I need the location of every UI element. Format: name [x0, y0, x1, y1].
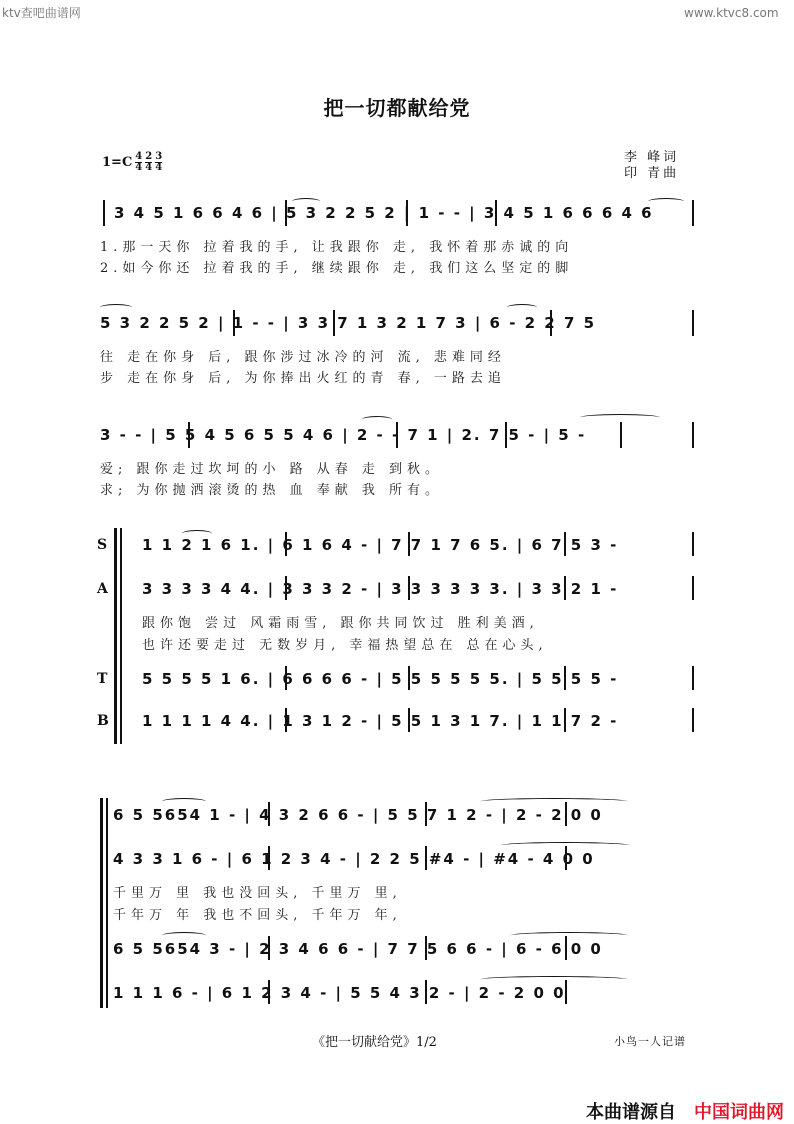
notes-line: 1 1 1 6 - | 6 1 2 3 4 - | 5 5 4 3 2 - | 2 - 2 0 0	[113, 984, 566, 1002]
time-signature: $\frac{4}{4}$	[135, 151, 143, 173]
part-label: S	[97, 537, 108, 553]
watermark-left: ktv查吧曲谱网	[2, 6, 81, 20]
lyrics-verse-2: 2.如今你还 拉着我的手, 继续跟你 走, 我们这么坚定的脚	[100, 261, 574, 276]
part-label: T	[97, 671, 108, 687]
notes-line: 1 1 1 1 4 4. | 1 3 1 2 - | 5 5 1 3 1 7. | 1 1 7 2 -	[142, 712, 619, 730]
notes-line: 3 4 5 1 6 6 4 6 | 5 3 2 2 5 2 | 1 - - | 3 4 5 1 6 6 6 4 6	[114, 204, 654, 222]
time-signature: $\frac{3}{4}$	[155, 151, 163, 173]
notes-line: 1 1 2 1 6 1. | 6 1 6 4 - | 7 7 1 7 6 5. | 6 7 5 3 -	[142, 536, 619, 554]
lyrics-verse-2: 千年万 年 我也不回头, 千年万 年,	[113, 908, 402, 923]
notes-line: 3 3 3 3 4 4. | 3 3 3 2 - | 3 3 3 3 3 3. | 3 3 2 1 -	[142, 580, 619, 598]
watermark-right: www.ktvc8.com	[684, 6, 779, 20]
lyrics-verse-1: 爱; 跟你走过坎坷的小 路 从春 走 到秋。	[100, 462, 444, 477]
lyricist-credit: 李 峰词	[624, 150, 680, 165]
key-label: 1=C	[102, 155, 133, 170]
notes-line: 6 5 5654 1 - | 4 3 2 6 6 - | 5 5 7 1 2 - | 2 - 2 0 0	[113, 806, 603, 824]
transcriber-credit: 小鸟一人记谱	[614, 1035, 686, 1048]
lyrics-verse-1: 1.那一天你 拉着我的手, 让我跟你 走, 我怀着那赤诚的向	[100, 240, 574, 255]
lyrics-verse-2: 也许还要走过 无数岁月, 幸福热望总在 总在心头,	[142, 638, 548, 653]
lyrics-verse-1: 往 走在你身 后, 跟你涉过冰冷的河 流, 悲难同经	[100, 350, 506, 365]
time-signature: $\frac{2}{4}$	[145, 151, 153, 173]
notes-line: 3 - - | 5 5 4 5 6 5 5 4 6 | 2 - - 7 1 | 2. 7 5 - | 5 -	[100, 426, 587, 444]
source-site-link[interactable]: 中国词曲网	[694, 1102, 784, 1123]
part-label: B	[97, 713, 109, 729]
lyrics-verse-1: 千里万 里 我也没回头, 千里万 里,	[113, 886, 402, 901]
notes-line: 4 3 3 1 6 - | 6 1 2 3 4 - | 2 2 5 #4 - | #4 - 4 0 0	[113, 850, 595, 868]
source-label: 本曲谱源自	[586, 1102, 676, 1123]
lyrics-verse-2: 求; 为你抛洒滚烫的热 血 奉献 我 所有。	[100, 483, 444, 498]
key-signature	[102, 152, 162, 173]
notes-line: 5 5 5 5 1 6. | 6 6 6 6 - | 5 5 5 5 5 5. | 5 5 5 5 -	[142, 670, 619, 688]
lyrics-verse-2: 步 走在你身 后, 为你捧出火红的青 春, 一路去追	[100, 371, 506, 386]
page-footer: 《把一切献给党》1/2	[312, 1035, 437, 1050]
page-title: 把一切都献给党	[323, 96, 471, 120]
notes-line: 5 3 2 2 5 2 | 1 - - | 3 3 7 1 3 2 1 7 3 | 6 - 2 2 7 5	[100, 314, 597, 332]
composer-credit: 印 青曲	[624, 166, 680, 181]
lyrics-verse-1: 跟你饱 尝过 风霜雨雪, 跟你共同饮过 胜利美酒,	[142, 616, 539, 631]
part-label: A	[97, 581, 108, 597]
notes-line: 6 5 5654 3 - | 2 3 4 6 6 - | 7 7 5 6 6 - | 6 - 6 0 0	[113, 940, 603, 958]
